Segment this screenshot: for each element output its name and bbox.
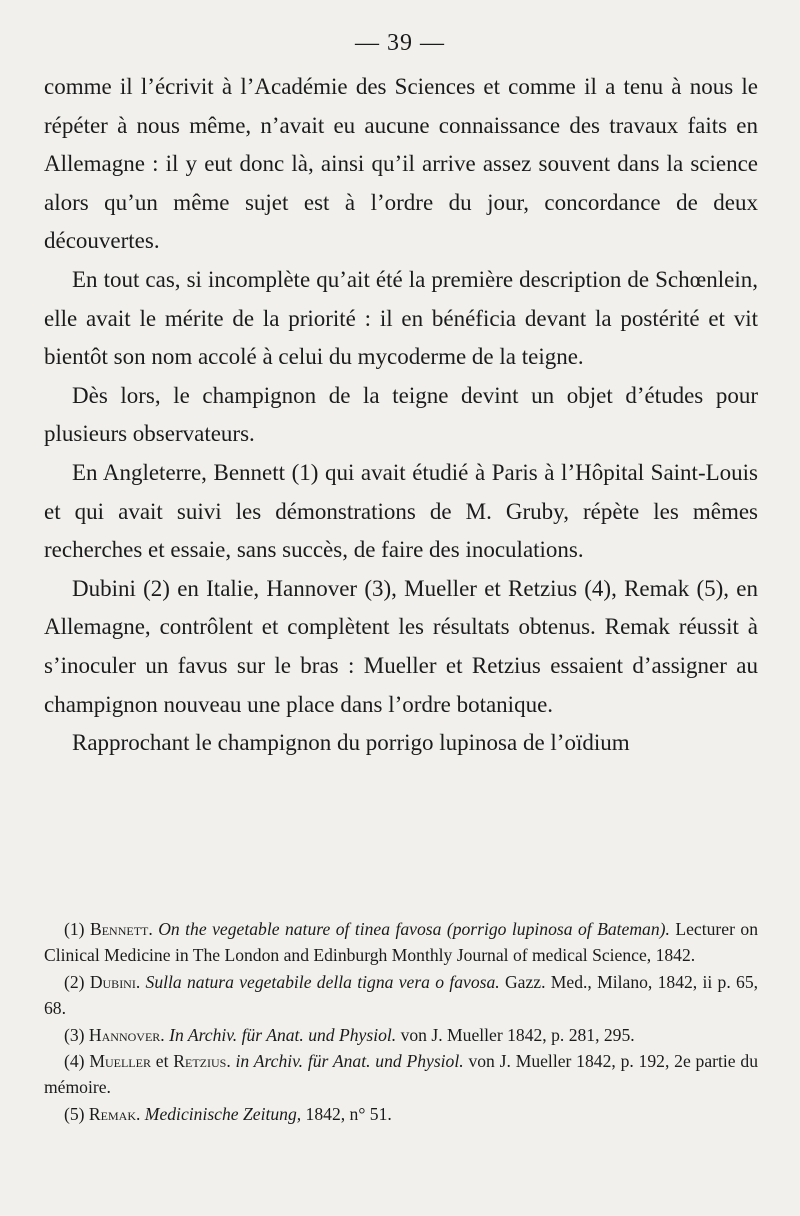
paragraph-1: comme il l’écrivit à l’Académie des Sciences et comme il a tenu à nous le répéter à nous même, n’avait eu aucune connaissance des travaux faits en Allemagne : il y eut donc là, ainsi qu’il arrive assez souvent dans la science alors qu’un même sujet est à l’ordre du jour, concordance de deux découvertes. [44, 74, 758, 254]
footnote-marker: (4) [64, 1051, 85, 1072]
footnote-2 [44, 969, 758, 1022]
footnote-marker: (3) [64, 1024, 85, 1045]
footnote-details: von J. Mueller 1842, p. 281, 295. [396, 1024, 635, 1045]
footnote-author: Remak. [88, 1103, 141, 1124]
footnote-details: 1842, n° 51. [301, 1103, 392, 1124]
footnote-5 [44, 1101, 758, 1127]
footnote-details: von J. Mueller 1842, p. 192, 2e partie du mémoire. [44, 1051, 758, 1098]
paragraph-4: En Angleterre, Bennett (1) qui avait étudié à Paris à l’Hôpital Saint-Louis et qui avait suivi les démonstrations de M. Gruby, répète les mêmes recherches et essaie, sans succès, de faire des inoculations. [44, 459, 758, 563]
footnote-title: Medicinische Zeitung, [144, 1103, 302, 1124]
footnote-author: Dubini. [89, 971, 141, 992]
footnote-marker: (2) [64, 971, 85, 992]
footnote-1 [44, 916, 758, 969]
footnote-author: Bennett. [89, 919, 153, 939]
footnote-author: Hannover. [88, 1024, 165, 1045]
footnote-3 [44, 1022, 758, 1048]
paragraph-5: Dubini (2) en Italie, Hannover (3), Mueller et Retzius (4), Remak (5), en Allemagne, contrôlent et complètent les résultats obtenus. Remak réussit à s’inoculer un favus sur le bras : Mueller et Retzius essaient d’assigner au champignon nouveau une place dans l’ordre botanique. [44, 575, 758, 717]
footnote-4 [44, 1048, 758, 1101]
footnote-title: in Archiv. für Anat. und Physiol. [235, 1051, 464, 1072]
footnote-title: Sulla natura vegetabile della tigna vera o favosa. [145, 971, 500, 992]
footnote-author-2: Retzius. [173, 1051, 231, 1072]
main-text [44, 68, 758, 763]
footnote-details: Gazz. Med., Milano, 1842, ii p. 65, 68. [44, 971, 759, 1019]
footnote-author: Mueller [89, 1051, 151, 1072]
footnote-title: On the vegetable nature of tinea favosa (porrigo lupinosa of Bateman). [158, 919, 670, 939]
footnote-marker: (1) [64, 919, 85, 939]
paragraph-3: Dès lors, le champignon de la teigne devint un objet d’études pour plusieurs observateurs. [44, 382, 758, 447]
footnote-title: In Archiv. für Anat. und Physiol. [169, 1024, 397, 1045]
footnote-connector: et [150, 1051, 174, 1072]
footnote-details: Lecturer on Clinical Medicine in The London and Edinburgh Monthly Journal of medical Science, 1842. [44, 919, 758, 966]
page-number: — 39 — [355, 30, 445, 56]
paragraph-2: En tout cas, si incomplète qu’ait été la première description de Schœnlein, elle avait le mérite de la priorité : il en bénéficia devant la postérité et vit bientôt son nom accolé à celui du mycoderme de la teigne. [44, 266, 758, 370]
footnotes [44, 916, 758, 1127]
footnote-marker: (5) [64, 1103, 85, 1124]
paragraph-6: Rapprochant le champignon du porrigo lupinosa de l’oïdium [72, 730, 630, 756]
